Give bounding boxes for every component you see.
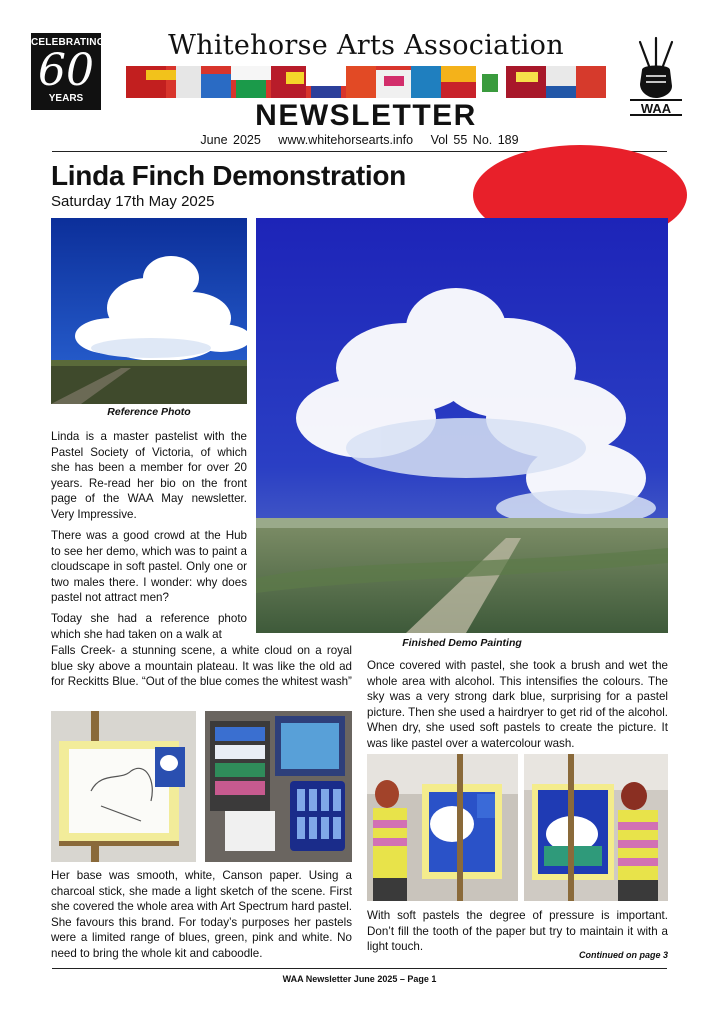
paragraph-reference-continued: Falls Creek- a stunning scene, a white cloud on a royal blue sky above a mountain plateau. It was like the old ad for Reckitts Blue. “Out of the blue comes the whitest wash”: [51, 644, 352, 689]
pastels-kit-photo: [205, 711, 352, 862]
article-subtitle: Saturday 17th May 2025: [51, 193, 215, 210]
badge-number: 60: [38, 45, 94, 96]
finished-painting-caption: Finished Demo Painting: [402, 637, 522, 649]
issue-volume: Vol 55 No. 189: [430, 133, 519, 147]
paragraph-crowd: There was a good crowd at the Hub to see her demo, which was to paint a cloudscape in soft pastel. Only one or two males there. I wonder: why does pastel not attract men?: [51, 529, 247, 605]
waa-logo: [628, 36, 684, 116]
continued-note: Continued on page 3: [579, 950, 668, 960]
badge-bottom-text: YEARS: [48, 93, 84, 104]
paragraph-bio: Linda is a master pastelist with the Pastel Society of Victoria, of which she has been a member for over 20 years. Re-read her bio on the front page of the WAA May newsletter. Very Impressive.: [51, 430, 247, 521]
article-title: Linda Finch Demonstration: [51, 160, 406, 191]
demo-photo-two: [524, 754, 668, 901]
website-link[interactable]: www.whitehorsearts.info: [278, 133, 414, 147]
sixty-years-badge: [31, 33, 105, 110]
sketch-easel-photo: [51, 711, 196, 862]
footer-divider: [52, 968, 667, 969]
organisation-name: Whitehorse Arts Association: [168, 30, 564, 61]
paragraph-reference-start: Today she had a reference photo which she had taken on a walk at: [51, 612, 247, 641]
paragraph-base: Her base was smooth, white, Canson paper. Using a charcoal stick, she made a light sketch of the scene. First she covered the whole area with Art Spectrum hard pastel. She favours this brand. For today’s purposes her pastels were a limited range of blues, green, pink and white. No need to bring the whole kit and caboodle.: [51, 869, 352, 960]
header-banner-image: [126, 66, 606, 98]
demo-photo-one: [367, 754, 518, 901]
paragraph-alcohol: Once covered with pastel, she took a brush and wet the whole area with alcohol. This intensifies the colours. The sky was a very strong dark blue, surprising for a pastel picture. Then she used a hairdryer to get rid of the alcohol. When dry, she used soft pastels to create the picture. It was like pastel over a watercolour wash.: [367, 659, 668, 750]
logo-text: WAA: [640, 101, 672, 116]
reference-photo: [51, 218, 247, 404]
reference-photo-caption: Reference Photo: [107, 406, 191, 418]
newsletter-heading: NEWSLETTER: [255, 99, 477, 132]
issue-date: June 2025: [200, 133, 261, 147]
badge-top-text: CELEBRATING: [31, 37, 105, 48]
paragraph-pressure: With soft pastels the degree of pressure is important. Don’t fill the tooth of the paper but try to maintain it with a light touch.: [367, 909, 668, 954]
page-footer: WAA Newsletter June 2025 – Page 1: [282, 974, 437, 984]
finished-painting-photo: [256, 218, 668, 633]
